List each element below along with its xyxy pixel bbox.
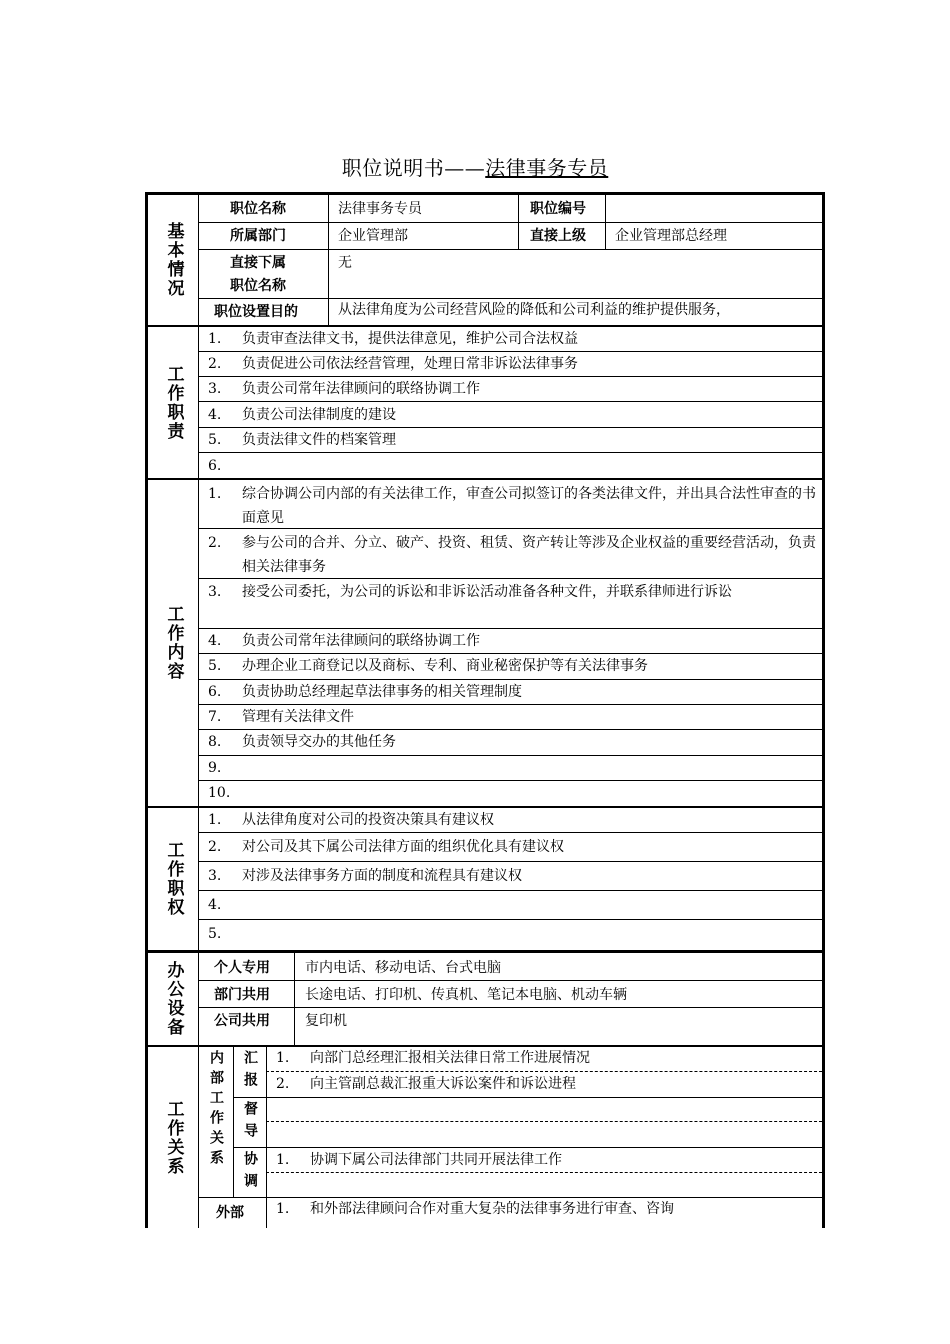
page-title bbox=[0, 152, 950, 181]
equipment-row-label: 个人专用 bbox=[214, 960, 270, 976]
authority-item: 5. bbox=[208, 926, 222, 942]
authority-item: 1. 从法律角度对公司的投资决策具有建议权 bbox=[208, 812, 494, 828]
external-item: 1. 和外部法律顾问合作对重大复杂的法律事务进行审查、咨询 bbox=[276, 1201, 674, 1217]
content-item: 4. 负责公司常年法律顾问的联络协调工作 bbox=[208, 633, 480, 649]
content-item: 10. bbox=[208, 785, 231, 801]
section-label-equipment: 办公设备 bbox=[163, 961, 184, 1037]
report-label: 汇报 bbox=[242, 1050, 258, 1094]
authority-item: 3. 对涉及法律事务方面的制度和流程具有建议权 bbox=[208, 868, 522, 884]
subordinate-label-line2: 职位名称 bbox=[230, 278, 286, 294]
equipment-row-label: 公司共用 bbox=[214, 1013, 270, 1029]
equipment-row-value: 市内电话、移动电话、台式电脑 bbox=[305, 960, 501, 976]
coordinate-label: 协调 bbox=[242, 1151, 258, 1195]
supervise-label: 督导 bbox=[242, 1101, 258, 1145]
equipment-row-value: 复印机 bbox=[305, 1013, 347, 1029]
section-label-basic: 基本情况 bbox=[163, 222, 184, 298]
job-name-label: 职位名称 bbox=[230, 201, 286, 217]
content-item: 2. 参与公司的合并、分立、破产、投资、租赁、资产转让等涉及企业权益的重要经营活动，负责相关法律事务 bbox=[208, 535, 816, 575]
coordinate-item: 1. 协调下属公司法律部门共同开展法律工作 bbox=[276, 1152, 562, 1168]
authority-item: 4. bbox=[208, 897, 222, 913]
external-label: 外部 bbox=[216, 1205, 244, 1221]
duty-item: 6. bbox=[208, 458, 222, 474]
duty-item: 2. 负责促进公司依法经营管理，处理日常非诉讼法律事务 bbox=[208, 356, 578, 372]
internal-relations-label: 内部工作关系 bbox=[208, 1050, 224, 1170]
equipment-row-value: 长途电话、打印机、传真机、笔记本电脑、机动车辆 bbox=[305, 987, 627, 1003]
content-item: 7. 管理有关法律文件 bbox=[208, 709, 354, 725]
report-item: 2. 向主管副总裁汇报重大诉讼案件和诉讼进程 bbox=[276, 1076, 576, 1092]
title-job-name: 法律事务专员 bbox=[485, 156, 609, 180]
job-code-label: 职位编号 bbox=[530, 201, 586, 217]
section-label-authority: 工作职权 bbox=[163, 841, 184, 917]
purpose-value: 从法律角度为公司经营风险的降低和公司利益的维护提供服务， bbox=[338, 302, 730, 318]
dept-label: 所属部门 bbox=[230, 228, 286, 244]
purpose-label: 职位设置目的 bbox=[214, 304, 298, 320]
superior-value: 企业管理部总经理 bbox=[615, 228, 727, 244]
superior-label: 直接上级 bbox=[530, 228, 586, 244]
equipment-row-label: 部门共用 bbox=[214, 987, 270, 1003]
content-item: 3. 接受公司委托，为公司的诉讼和非诉讼活动准备各种文件，并联系律师进行诉讼 bbox=[208, 584, 732, 600]
title-prefix: 职位说明书—— bbox=[341, 156, 486, 180]
content-item: 5. 办理企业工商登记以及商标、专利、商业秘密保护等有关法律事务 bbox=[208, 658, 648, 674]
content-item: 8. 负责领导交办的其他任务 bbox=[208, 734, 396, 750]
section-label-relations: 工作关系 bbox=[163, 1099, 184, 1176]
section-label-content: 工作内容 bbox=[163, 605, 184, 681]
content-item: 1. 综合协调公司内部的有关法律工作，审查公司拟签订的各类法律文件，并出具合法性审查的书面意见 bbox=[208, 486, 816, 526]
authority-item: 2. 对公司及其下属公司法律方面的组织优化具有建议权 bbox=[208, 839, 564, 855]
duty-item: 5. 负责法律文件的档案管理 bbox=[208, 432, 396, 448]
report-item: 1. 向部门总经理汇报相关法律日常工作进展情况 bbox=[276, 1050, 590, 1066]
subordinate-value: 无 bbox=[338, 255, 352, 271]
dept-value: 企业管理部 bbox=[338, 228, 408, 244]
subordinate-label-line1: 直接下属 bbox=[230, 255, 286, 271]
job-name-value: 法律事务专员 bbox=[338, 201, 422, 217]
duty-item: 1. 负责审查法律文书，提供法律意见，维护公司合法权益 bbox=[208, 331, 578, 347]
duty-item: 4. 负责公司法律制度的建设 bbox=[208, 407, 396, 423]
content-item: 9. bbox=[208, 760, 222, 776]
content-item: 6. 负责协助总经理起草法律事务的相关管理制度 bbox=[208, 684, 522, 700]
duty-item: 3. 负责公司常年法律顾问的联络协调工作 bbox=[208, 381, 480, 397]
section-label-duties: 工作职责 bbox=[163, 364, 184, 441]
